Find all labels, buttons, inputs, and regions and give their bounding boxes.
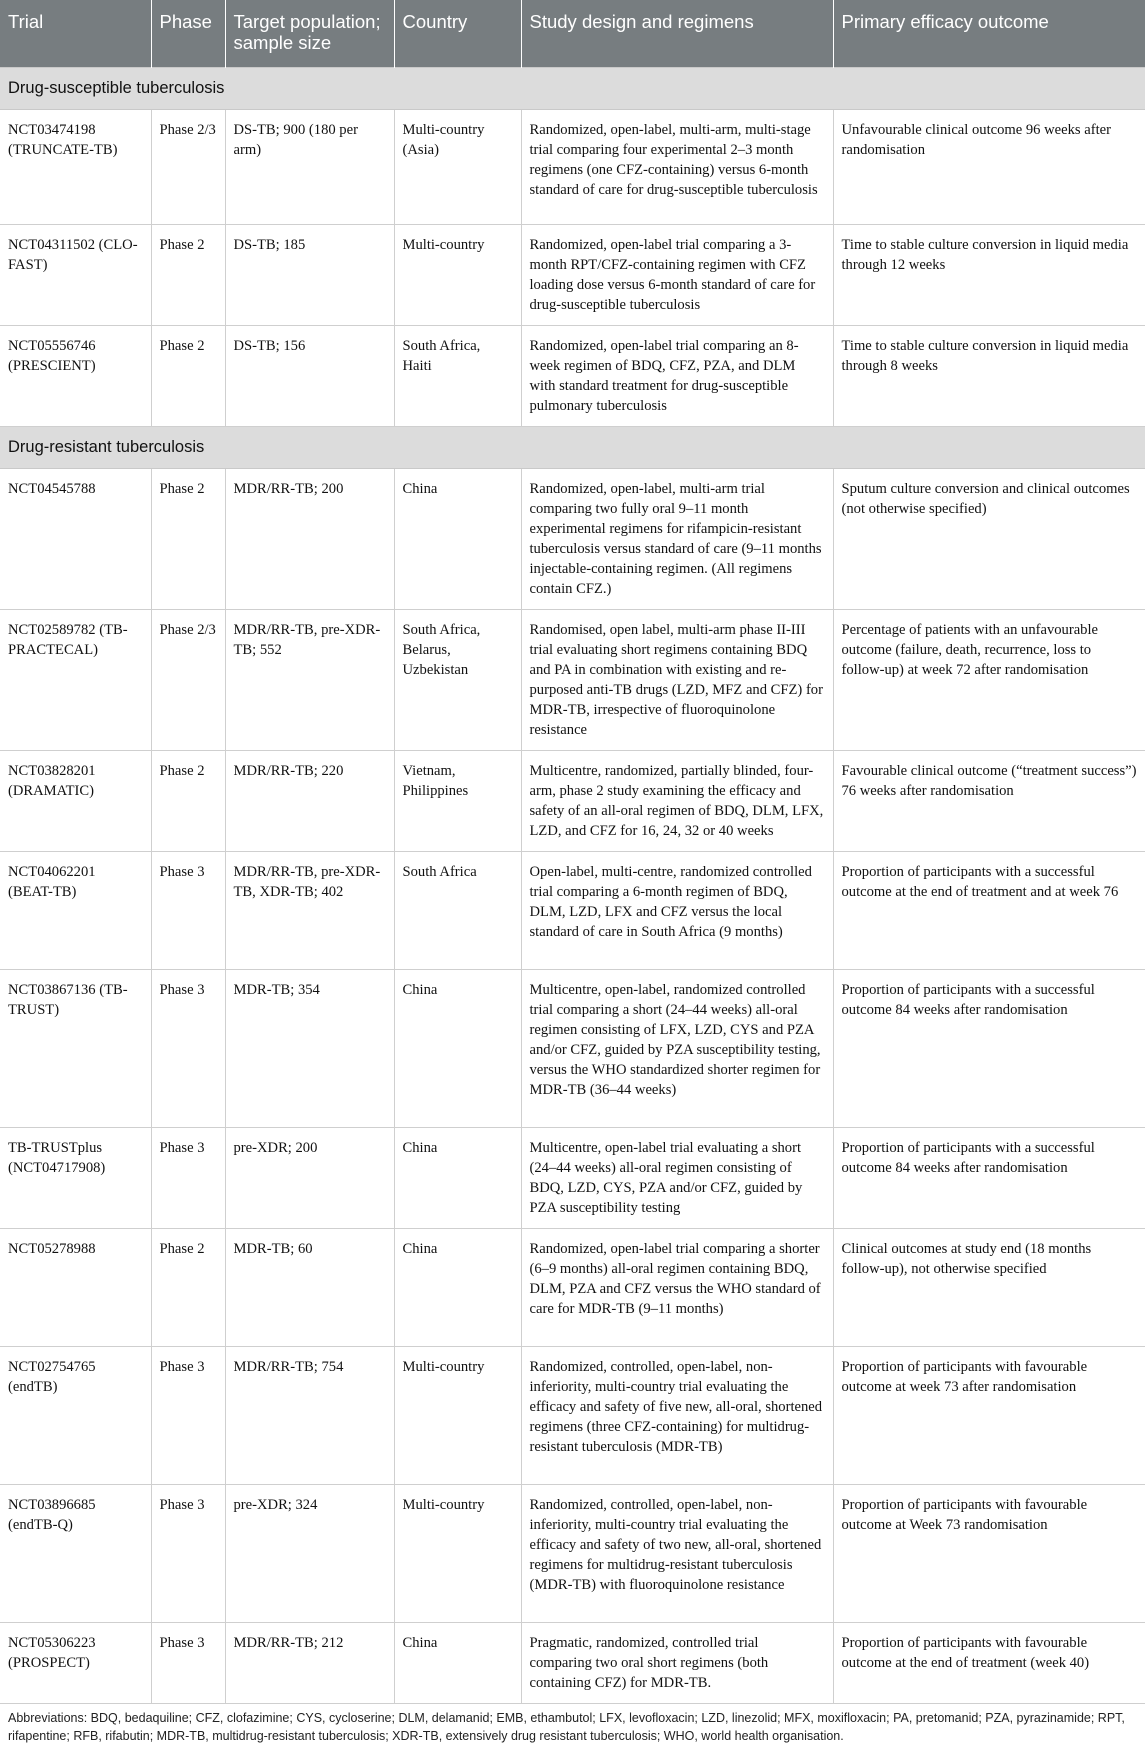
header-trial: Trial <box>0 0 151 67</box>
table-row <box>0 109 1145 224</box>
cell-design: Open-label, multi-centre, randomized controlled trial comparing a 6-month regimen of BDQ, DLM, LZD, LFX and CFZ versus the local standard of care in South Africa (9 months) <box>521 851 833 969</box>
cell-trial: NCT05556746 (PRESCIENT) <box>0 325 151 426</box>
table-header <box>0 0 1145 67</box>
cell-design: Multicentre, open-label, randomized controlled trial comparing a short (24–44 weeks) all-oral regimen consisting of LFX, LZD, CYS and PZA and/or CFZ, guided by PZA susceptibility testing, versus the WHO standardized shorter regimen for MDR-TB (36–44 weeks) <box>521 969 833 1127</box>
cell-country: Vietnam, Philippines <box>394 750 521 851</box>
table-row <box>0 1484 1145 1622</box>
cell-trial: TB-TRUSTplus (NCT04717908) <box>0 1127 151 1228</box>
cell-population: MDR/RR-TB; 754 <box>225 1346 394 1484</box>
table-row <box>0 325 1145 426</box>
cell-population: MDR/RR-TB, pre-XDR-TB, XDR-TB; 402 <box>225 851 394 969</box>
header-design: Study design and regimens <box>521 0 833 67</box>
cell-outcome: Proportion of participants with a successful outcome 84 weeks after randomisation <box>833 1127 1145 1228</box>
table-row <box>0 1127 1145 1228</box>
cell-design: Multicentre, randomized, partially blinded, four-arm, phase 2 study examining the efficacy and safety of an all-oral regimen of BDQ, DLM, LFX, LZD, and CFZ for 16, 24, 32 or 40 weeks <box>521 750 833 851</box>
cell-design: Randomized, open-label trial comparing an 8-week regimen of BDQ, CFZ, PZA, and DLM with standard treatment for drug-susceptible pulmonary tuberculosis <box>521 325 833 426</box>
cell-outcome: Sputum culture conversion and clinical outcomes (not otherwise specified) <box>833 468 1145 609</box>
cell-trial: NCT04062201 (BEAT-TB) <box>0 851 151 969</box>
cell-outcome: Favourable clinical outcome (“treatment success”) 76 weeks after randomisation <box>833 750 1145 851</box>
section-title: Drug-resistant tuberculosis <box>0 426 1145 468</box>
cell-country: China <box>394 1622 521 1703</box>
cell-trial: NCT03474198 (TRUNCATE-TB) <box>0 109 151 224</box>
cell-phase: Phase 3 <box>151 851 225 969</box>
header-outcome: Primary efficacy outcome <box>833 0 1145 67</box>
cell-outcome: Clinical outcomes at study end (18 months follow-up), not otherwise specified <box>833 1228 1145 1346</box>
cell-phase: Phase 2 <box>151 750 225 851</box>
cell-population: MDR/RR-TB; 200 <box>225 468 394 609</box>
cell-trial: NCT02589782 (TB-PRACTECAL) <box>0 609 151 750</box>
cell-design: Randomized, open-label trial comparing a shorter (6–9 months) all-oral regimen containing BDQ, DLM, PZA and CFZ versus the WHO standard of care for MDR-TB (9–11 months) <box>521 1228 833 1346</box>
table-body <box>0 67 1145 1703</box>
cell-design: Randomized, open-label trial comparing a 3-month RPT/CFZ-containing regimen with CFZ loading dose versus 6-month standard of care for drug-susceptible tuberculosis <box>521 224 833 325</box>
table-row <box>0 1346 1145 1484</box>
cell-outcome: Unfavourable clinical outcome 96 weeks after randomisation <box>833 109 1145 224</box>
section-row <box>0 426 1145 468</box>
cell-country: China <box>394 969 521 1127</box>
cell-outcome: Time to stable culture conversion in liquid media through 12 weeks <box>833 224 1145 325</box>
cell-country: China <box>394 468 521 609</box>
cell-trial: NCT04545788 <box>0 468 151 609</box>
cell-population: pre-XDR; 200 <box>225 1127 394 1228</box>
cell-phase: Phase 2 <box>151 325 225 426</box>
cell-country: China <box>394 1127 521 1228</box>
cell-population: DS-TB; 900 (180 per arm) <box>225 109 394 224</box>
cell-phase: Phase 3 <box>151 1346 225 1484</box>
cell-country: South Africa, Haiti <box>394 325 521 426</box>
cell-outcome: Proportion of participants with favourable outcome at week 73 after randomisation <box>833 1346 1145 1484</box>
cell-phase: Phase 2 <box>151 224 225 325</box>
cell-outcome: Percentage of patients with an unfavourable outcome (failure, death, recurrence, loss to follow-up) at week 72 after randomisation <box>833 609 1145 750</box>
cell-population: DS-TB; 156 <box>225 325 394 426</box>
cell-outcome: Proportion of participants with favourable outcome at Week 73 randomisation <box>833 1484 1145 1622</box>
cell-trial: NCT03828201 (DRAMATIC) <box>0 750 151 851</box>
cell-population: MDR/RR-TB, pre-XDR-TB; 552 <box>225 609 394 750</box>
cell-trial: NCT04311502 (CLO-FAST) <box>0 224 151 325</box>
cell-country: Multi-country <box>394 1484 521 1622</box>
abbreviations-footnote: Abbreviations: BDQ, bedaquiline; CFZ, clofazimine; CYS, cycloserine; DLM, delamanid; EMB, ethambutol; LFX, levofloxacin; LZD, linezolid; MFX, moxifloxacin; PA, pretomanid; PZA, pyrazinamide; RPT, rifapentine; RFB, rifabutin; MDR-TB, multidrug-resistant tuberculosis; XDR-TB, extensively drug resistant tuberculosis; WHO, world health organisation. <box>8 1711 1125 1743</box>
cell-population: MDR/RR-TB; 212 <box>225 1622 394 1703</box>
cell-phase: Phase 2/3 <box>151 609 225 750</box>
cell-design: Randomised, open label, multi-arm phase II-III trial evaluating short regimens containing BDQ and PA in combination with existing and re-purposed anti-TB drugs (LZD, MFZ and CFZ) for MDR-TB, irrespective of fluoroquinolone resistance <box>521 609 833 750</box>
table-row <box>0 1228 1145 1346</box>
cell-outcome: Proportion of participants with a successful outcome 84 weeks after randomisation <box>833 969 1145 1127</box>
cell-phase: Phase 2/3 <box>151 109 225 224</box>
cell-design: Randomized, open-label, multi-arm trial comparing two fully oral 9–11 month experimental regimens for rifampicin-resistant tuberculosis versus standard of care (9–11 months injectable-containing regimen. (All regimens contain CFZ.) <box>521 468 833 609</box>
cell-design: Randomized, controlled, open-label, non-inferiority, multi-country trial evaluating the efficacy and safety of five new, all-oral, shortened regimens (three CFZ-containing) for multidrug-resistant tuberculosis (MDR-TB) <box>521 1346 833 1484</box>
cell-design: Pragmatic, randomized, controlled trial comparing two oral short regimens (both containing CFZ) for MDR-TB. <box>521 1622 833 1703</box>
cell-population: MDR/RR-TB; 220 <box>225 750 394 851</box>
table-row <box>0 851 1145 969</box>
cell-outcome: Proportion of participants with a successful outcome at the end of treatment and at week 76 <box>833 851 1145 969</box>
cell-phase: Phase 3 <box>151 1622 225 1703</box>
section-row <box>0 67 1145 109</box>
cell-country: Multi-country <box>394 224 521 325</box>
header-phase: Phase <box>151 0 225 67</box>
cell-trial: NCT05278988 <box>0 1228 151 1346</box>
cell-design: Multicentre, open-label trial evaluating a short (24–44 weeks) all-oral regimen consisting of BDQ, LZD, CYS, PZA and/or CFZ, guided by PZA susceptibility testing <box>521 1127 833 1228</box>
cell-population: MDR-TB; 60 <box>225 1228 394 1346</box>
cell-design: Randomized, open-label, multi-arm, multi-stage trial comparing four experimental 2–3 month regimens (one CFZ-containing) versus 6-month standard of care for drug-susceptible tuberculosis <box>521 109 833 224</box>
cell-design: Randomized, controlled, open-label, non-inferiority, multi-country trial evaluating the efficacy and safety of two new, all-oral, shortened regimens for multidrug-resistant tuberculosis (MDR-TB) with fluoroquinolone resistance <box>521 1484 833 1622</box>
table-row <box>0 750 1145 851</box>
cell-trial: NCT03896685 (endTB-Q) <box>0 1484 151 1622</box>
section-title: Drug-susceptible tuberculosis <box>0 67 1145 109</box>
cell-population: DS-TB; 185 <box>225 224 394 325</box>
table-row <box>0 1622 1145 1703</box>
cell-trial: NCT02754765 (endTB) <box>0 1346 151 1484</box>
cell-phase: Phase 3 <box>151 969 225 1127</box>
cell-phase: Phase 2 <box>151 1228 225 1346</box>
table-row <box>0 969 1145 1127</box>
table-row <box>0 609 1145 750</box>
cell-outcome: Time to stable culture conversion in liquid media through 8 weeks <box>833 325 1145 426</box>
cell-country: Multi-country (Asia) <box>394 109 521 224</box>
cell-trial: NCT03867136 (TB-TRUST) <box>0 969 151 1127</box>
cell-phase: Phase 3 <box>151 1127 225 1228</box>
cell-country: South Africa, Belarus, Uzbekistan <box>394 609 521 750</box>
cell-phase: Phase 2 <box>151 468 225 609</box>
header-country: Country <box>394 0 521 67</box>
cell-trial: NCT05306223 (PROSPECT) <box>0 1622 151 1703</box>
cell-country: Multi-country <box>394 1346 521 1484</box>
cell-phase: Phase 3 <box>151 1484 225 1622</box>
header-population: Target population; sample size <box>225 0 394 67</box>
cell-outcome: Proportion of participants with favourable outcome at the end of treatment (week 40) <box>833 1622 1145 1703</box>
cell-population: pre-XDR; 324 <box>225 1484 394 1622</box>
table-row <box>0 224 1145 325</box>
cell-country: China <box>394 1228 521 1346</box>
cell-population: MDR-TB; 354 <box>225 969 394 1127</box>
table-row <box>0 468 1145 609</box>
cell-country: South Africa <box>394 851 521 969</box>
